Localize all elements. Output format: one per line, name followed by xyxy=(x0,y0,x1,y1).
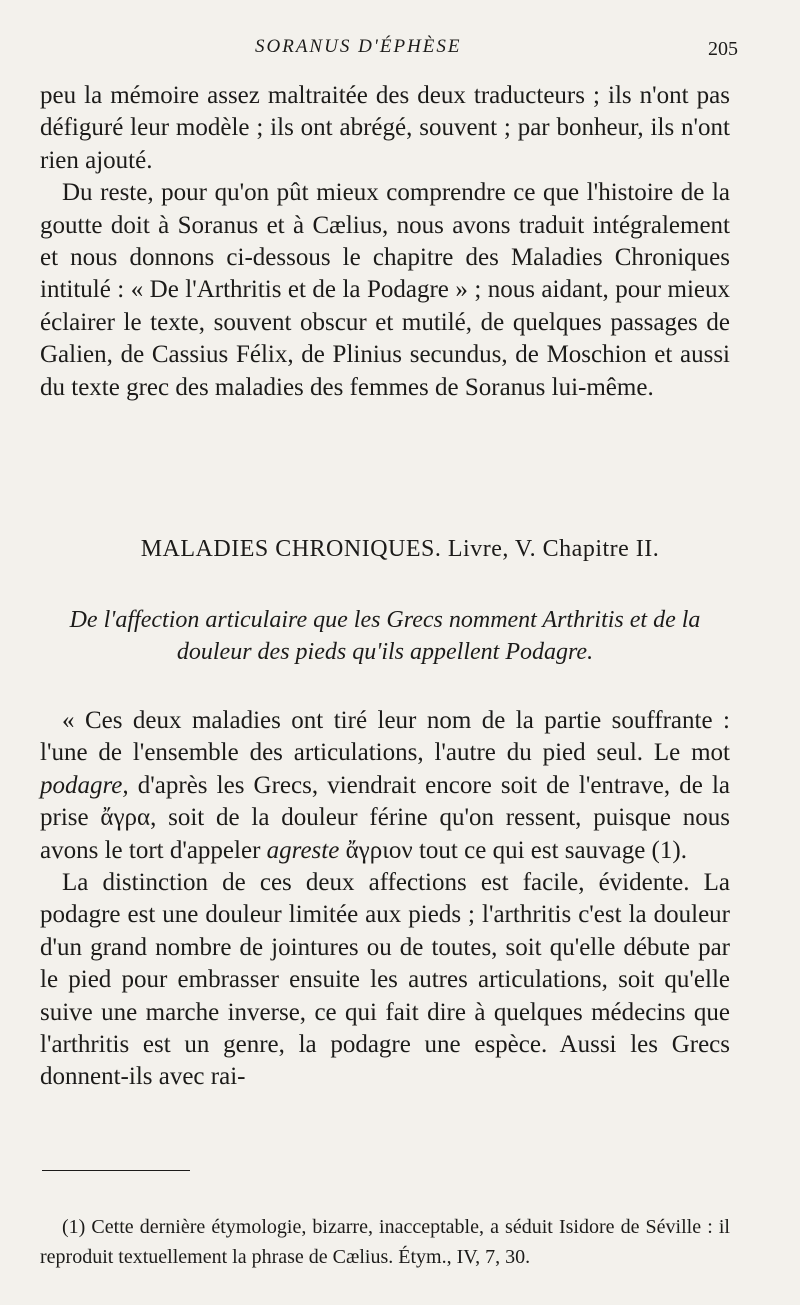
chapter-body xyxy=(40,705,730,1094)
intro-paragraph-2: Du reste, pour qu'on pût mieux comprendre ce que l'histoire de la goutte doit à Soranus et à Cælius, nous avons traduit intégralement et nous donnons ci-dessous le chapitre des Maladies Chroniques intitulé : « De l'Arthritis et de la Podagre » ; nous aidant, pour mieux éclairer le texte, souvent obscur et mutilé, de quelques passages de Galien, de Cassius Félix, de Plinius secundus, de Moschion et aussi du texte grec des maladies des femmes de Soranus lui-même. xyxy=(40,179,730,401)
footnote xyxy=(40,1212,730,1272)
running-header: SORANUS D'ÉPHÈSE xyxy=(255,36,462,57)
intro-section xyxy=(40,80,730,404)
chapter-heading: MALADIES CHRONIQUES. Livre, V. Chapitre II. xyxy=(140,536,660,562)
emphasis-agreste: agreste xyxy=(266,836,340,864)
footnote-divider xyxy=(42,1170,190,1171)
page-number: 205 xyxy=(708,38,738,60)
intro-paragraph-1: peu la mémoire assez maltraitée des deux traducteurs ; ils n'ont pas défiguré leur modèle ; ils ont abrégé, souvent ; par bonheur, ils n'ont rien ajouté. xyxy=(40,82,730,174)
footnote-text: (1) Cette dernière étymologie, bizarre, inacceptable, a séduit Isidore de Séville : il reproduit textuellement la phrase de Cælius. Étym., IV, 7, 30. xyxy=(40,1216,730,1268)
chapter-title: De l'affection articulaire que les Grecs nomment Arthritis et de la douleur des pieds qu'ils appellent Podagre. xyxy=(69,607,701,665)
chapter-paragraph-1-part-1: « Ces deux maladies ont tiré leur nom de la partie souffrante : l'une de l'ensemble des articulations, l'autre du pied seul. Le mot xyxy=(40,707,730,767)
chapter-paragraph-1 xyxy=(40,705,730,867)
chapter-paragraph-1-part-3: ἄγριον tout ce qui est sauvage (1). xyxy=(345,836,687,864)
emphasis-podagre: podagre, xyxy=(40,771,129,799)
chapter-paragraph-1-part-2: d'après les Grecs, viendrait encore soit de l'entrave, de la prise ἄγρα, soit de la douleur férine qu'on ressent, puisque nous avons le tort d'appeler xyxy=(40,771,731,864)
chapter-paragraph-2: La distinction de ces deux affections est facile, évidente. La podagre est une douleur limitée aux pieds ; l'arthritis c'est la douleur d'un grand nombre de jointures ou de toutes, soit qu'elle débute par le pied pour embrasser ensuite les autres articulations, soit qu'elle suive une marche inverse, ce qui fait dire à quelques médecins que l'arthritis est un genre, la podagre une espèce. Aussi les Grecs donnent-ils avec rai- xyxy=(40,869,730,1091)
